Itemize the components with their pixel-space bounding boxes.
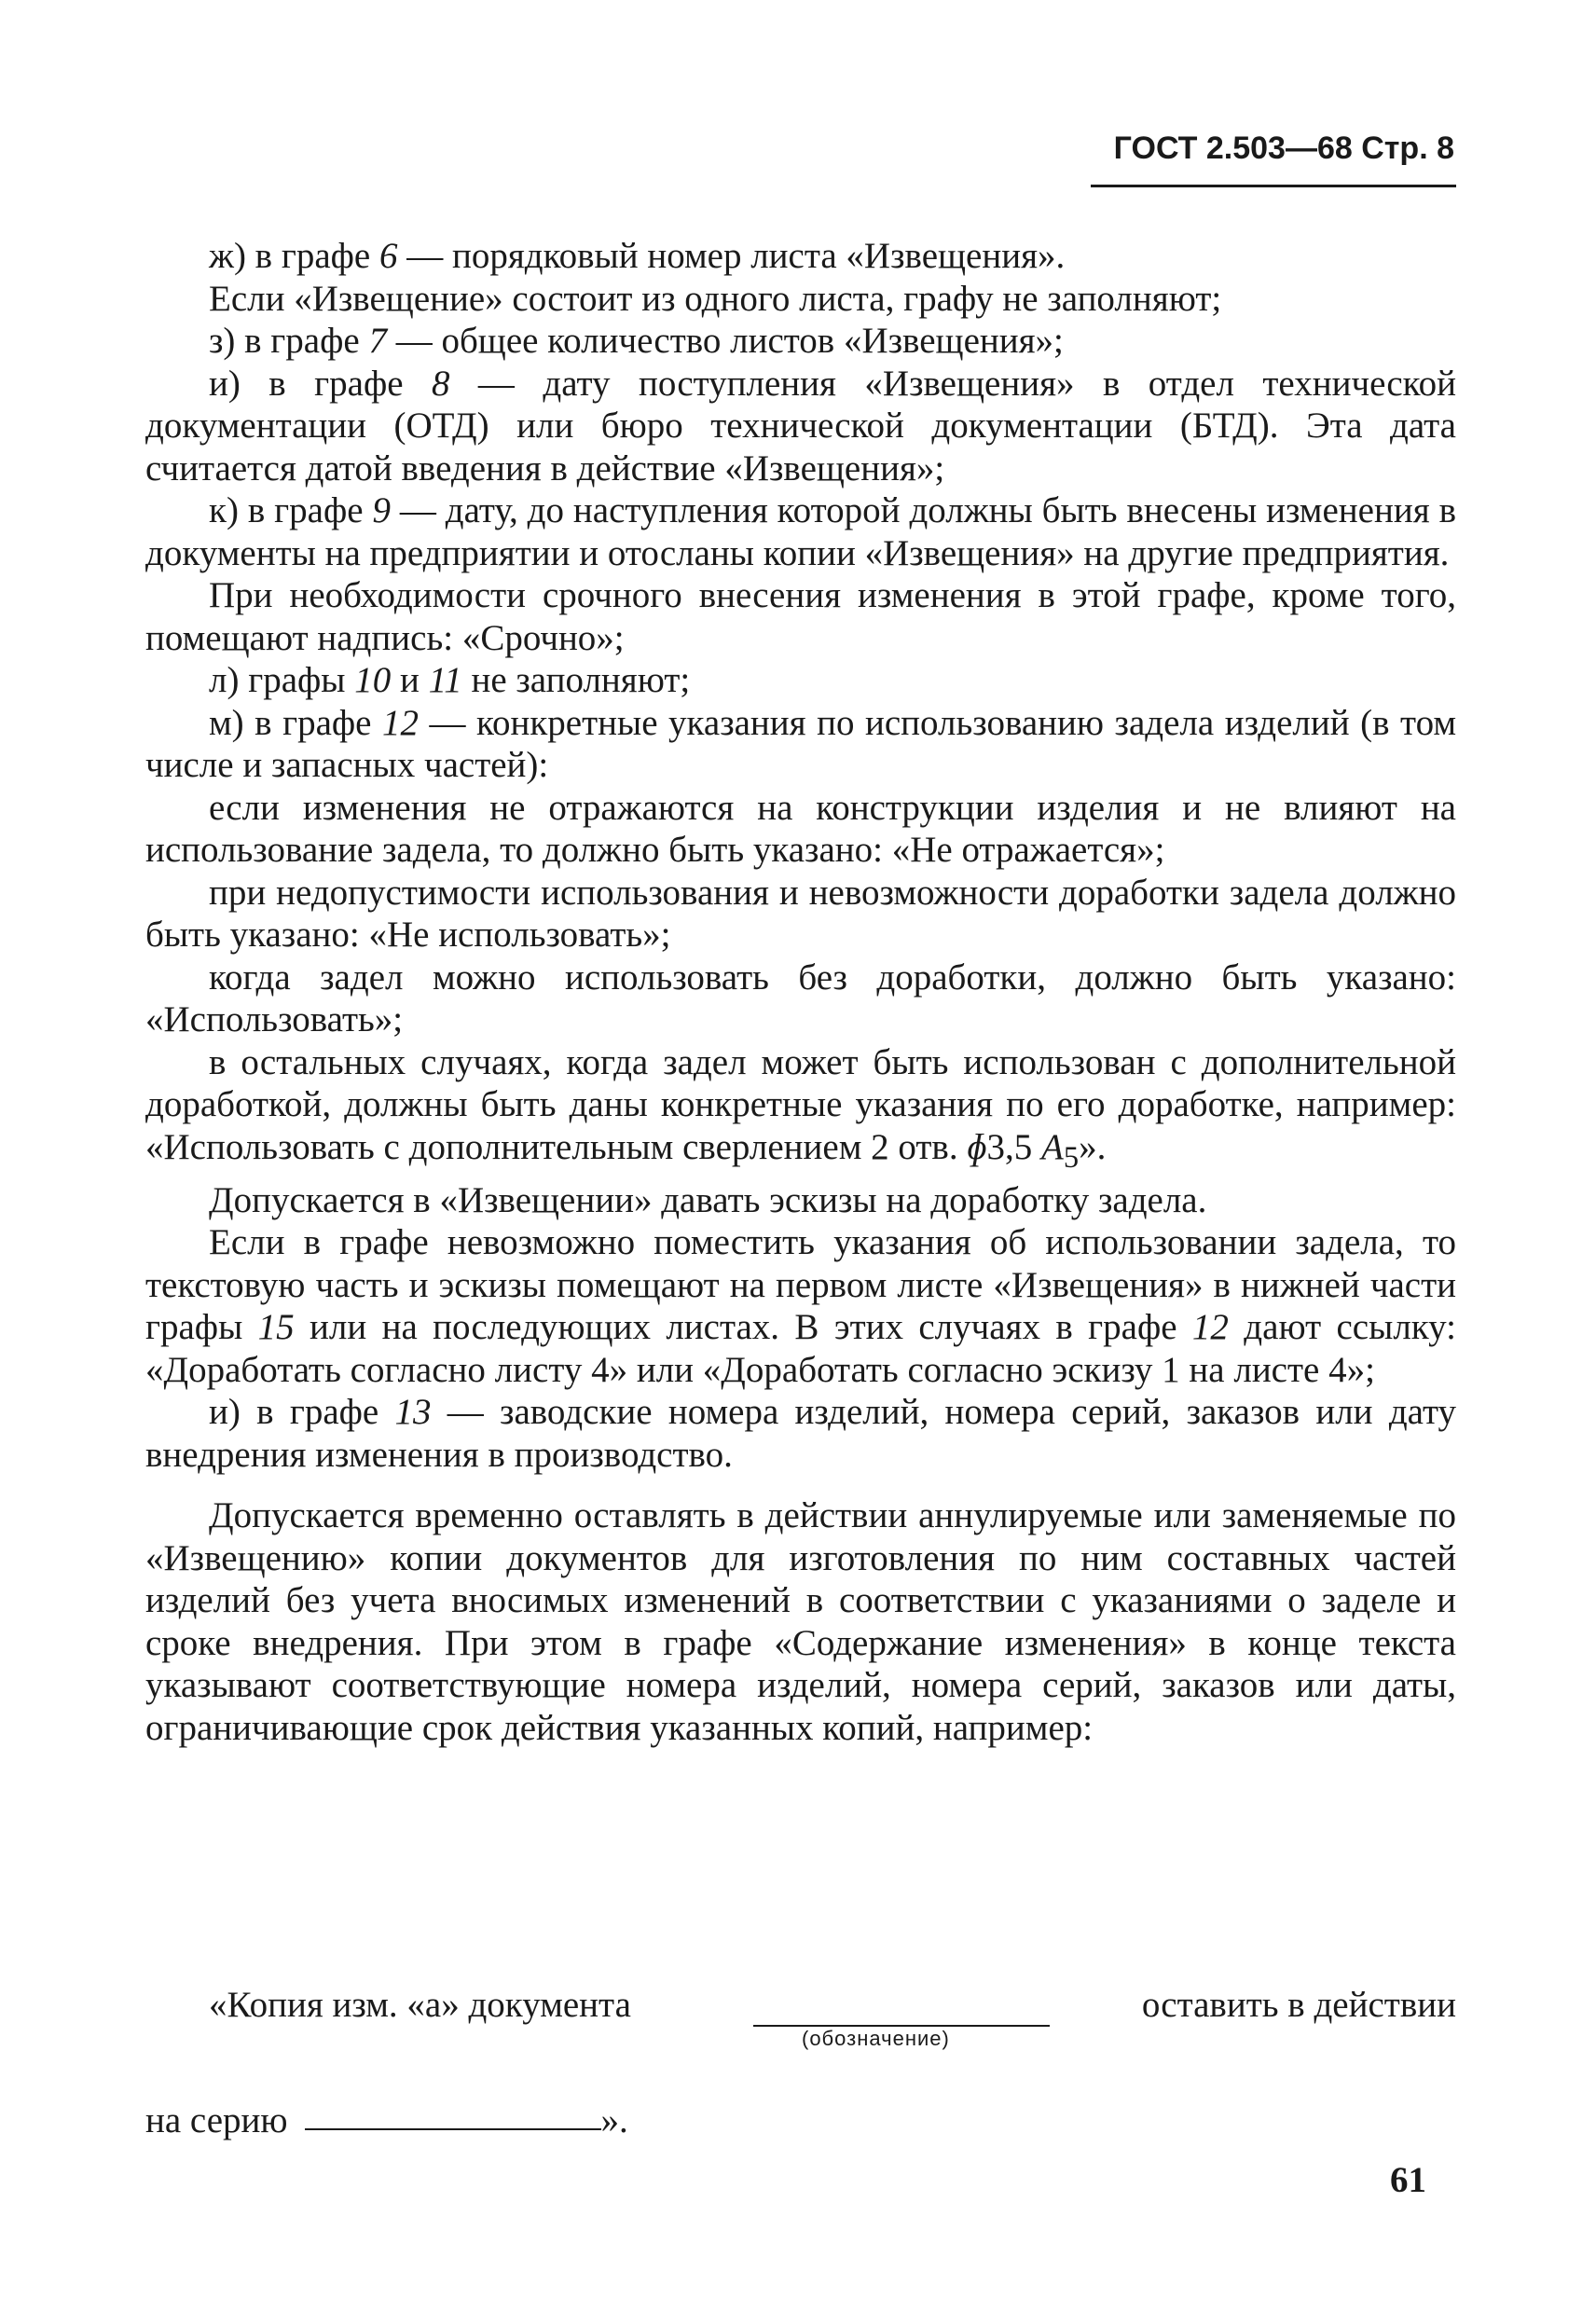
column-number: 11: [428, 660, 462, 700]
column-number: 12: [1191, 1307, 1229, 1348]
paragraph: [145, 956, 1456, 1041]
paragraph-text: — заводские номера изделий, номера серий, заказов или дату внедрения изменения в производство.: [145, 1392, 1456, 1475]
header-rule: [1091, 185, 1456, 187]
paragraph-text: л) графы: [209, 660, 355, 700]
paragraph-text: при недопустимости использования и невозможности доработки задела должно быть указано: «Не использовать»;: [145, 872, 1456, 955]
column-number: 6: [378, 236, 398, 276]
column-number: 12: [382, 702, 419, 743]
paragraph: [145, 278, 1456, 321]
paragraph: [145, 1179, 1456, 1222]
paragraph-text: Допускается в «Извещении» давать эскизы на доработку задела.: [209, 1179, 1207, 1220]
paragraph-text: и: [391, 660, 429, 700]
formula-end: оставить в действии: [1141, 1985, 1456, 2025]
paragraph-text: ».: [1079, 1126, 1107, 1167]
series-prefix: на серию: [145, 2100, 288, 2140]
paragraph-text: Если в графе невозможно поместить указания об использовании задела, то текстовую часть и эскизы помещают на первом листе «Извещения» в нижней части графы: [145, 1222, 1456, 1348]
page-header: ГОСТ 2.503—68 Стр. 8: [1113, 131, 1454, 166]
column-number: 15: [257, 1307, 295, 1348]
paragraph-text: ж) в графе: [209, 236, 379, 276]
paragraph-text: — дату поступления «Извещения» в отдел технической документации (ОТД) или бюро технической документации (БТД). Эта дата считается датой введения в действие «Извещения»;: [145, 363, 1456, 489]
column-number: 8: [431, 363, 450, 404]
paragraph: [145, 1221, 1456, 1391]
paragraph-text: к) в графе: [209, 490, 373, 530]
designation-caption: (обозначение): [802, 2027, 950, 2050]
paragraph-text: Если «Извещение» состоит из одного листа, графу не заполняют;: [209, 278, 1222, 319]
column-number: 7: [368, 321, 387, 361]
column-number: A: [1041, 1126, 1064, 1167]
series-blank: [305, 2128, 601, 2130]
paragraph: [145, 872, 1456, 956]
paragraph-text: з) в графе: [209, 321, 369, 361]
paragraph-text: когда задел можно использовать без доработки, должно быть указано: «Использовать»;: [145, 956, 1456, 1039]
paragraph-text: м) в графе: [209, 702, 382, 743]
paragraph-text: дают ссылку: «Доработать согласно листу 4» или «Доработать согласно эскизу 1 на листе 4»;: [145, 1307, 1456, 1390]
paragraph: [145, 363, 1456, 490]
paragraph-text: Допускается временно оставлять в действии аннулируемые или заменяемые по «Извещению» копии документов для изготовления по ним составных частей изделий без учета вносимых изменений в соответствии с указаниями о заделе и сроке внедрения. При этом в графе «Содержание изменения» в конце текста указывают соответствующие номера изделий, номера серий, заказов или даты, ограничивающие срок действия указанных копий, например:: [145, 1495, 1456, 1748]
paragraph-text: в остальных случаях, когда задел может быть использован с дополнительной доработкой, должны быть даны конкретные указания по его доработке, например: «Использовать с дополнительным сверлением 2 отв.: [145, 1041, 1456, 1167]
paragraph-text: или на последующих листах. В этих случаях в графе: [294, 1307, 1192, 1348]
paragraph-text: если изменения не отражаются на конструкции изделия и не влияют на использование задела, то должно быть указано: «Не отражается»;: [145, 787, 1456, 870]
paragraph-text: — дату, до наступления которой должны быть внесены изменения в документы на предприятии и отосланы копии «Извещения» на другие предприятия.: [145, 490, 1456, 573]
paragraph-text: — общее количество листов «Извещения»;: [386, 321, 1064, 361]
series-line: [145, 2099, 628, 2141]
column-number: ɸ: [967, 1126, 987, 1167]
paragraph: [145, 320, 1456, 363]
paragraph: [145, 702, 1456, 787]
paragraph: [145, 1041, 1456, 1179]
paragraph: [145, 489, 1456, 574]
subscript: 5: [1063, 1140, 1080, 1175]
paragraph-text: 3,5: [986, 1126, 1041, 1167]
paragraph-text: — конкретные указания по использованию задела изделий (в том числе и запасных частей):: [145, 702, 1457, 785]
paragraph: [145, 1494, 1456, 1749]
paragraph: [145, 235, 1456, 278]
paragraph-text: и) в графе: [209, 1392, 395, 1433]
column-number: 9: [372, 490, 391, 530]
document-body: [145, 235, 1456, 1749]
paragraph: [145, 787, 1456, 872]
paragraph: [145, 659, 1456, 702]
paragraph-text: При необходимости срочного внесения изменения в этой графе, кроме того, помещают надпись: «Срочно»;: [145, 575, 1456, 658]
page-number: 61: [1390, 2160, 1426, 2200]
column-number: 13: [394, 1392, 432, 1433]
series-suffix: ».: [600, 2100, 628, 2140]
formula-start: «Копия изм. «а» документа: [209, 1985, 631, 2025]
paragraph-text: не заполняют;: [461, 660, 691, 700]
paragraph: [145, 574, 1456, 659]
column-number: 10: [354, 660, 392, 700]
paragraph: [145, 1391, 1456, 1476]
paragraph-text: — порядковый номер листа «Извещения».: [397, 236, 1066, 276]
paragraph-text: и) в графе: [209, 363, 432, 404]
